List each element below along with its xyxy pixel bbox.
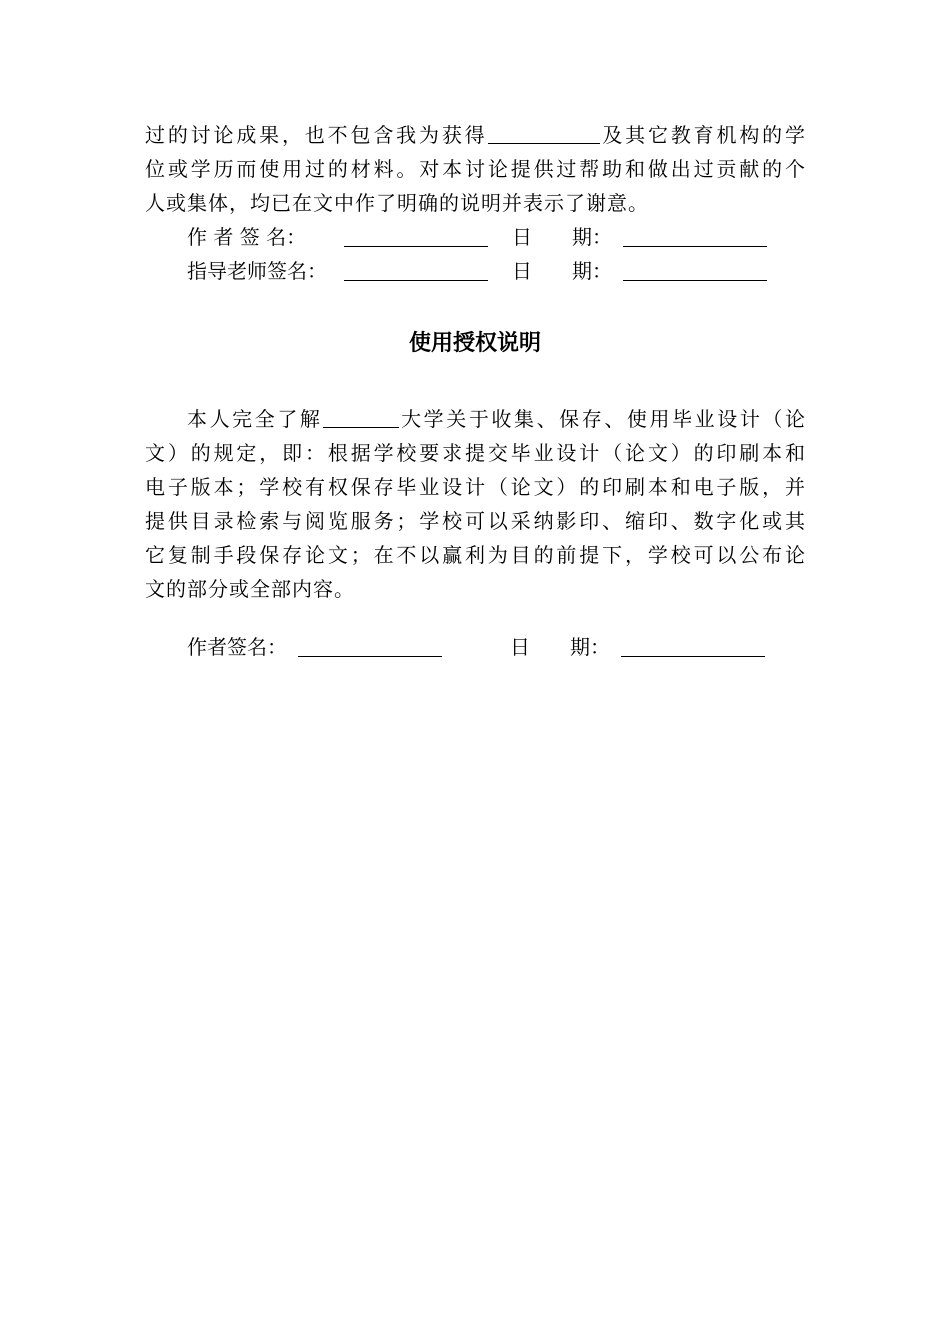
author-signature-label: 作 者 签 名： — [187, 225, 307, 249]
authorization-line-5: 它复制手段保存论文；在不以赢利为目的前提下，学校可以公布论 — [145, 543, 805, 567]
advisor-signature-label: 指导老师签名： — [187, 259, 327, 283]
advisor-signature-row — [0, 254, 950, 288]
declaration-line-1-before: 过的讨论成果，也不包含我为获得 — [145, 123, 488, 147]
author-signature-row — [0, 220, 950, 254]
advisor-date-line — [623, 258, 767, 281]
declaration-line-3: 人或集体，均已在文中作了明确的说明并表示了谢意。 — [145, 191, 649, 215]
authorization-line-1 — [187, 402, 805, 436]
declaration-line-1-after: 及其它教育机构的学 — [599, 123, 805, 147]
authorization-author-line — [298, 634, 442, 657]
advisor-signature-line — [344, 258, 488, 281]
declaration-line-2: 位或学历而使用过的材料。对本讨论提供过帮助和做出过贡献的个 — [145, 157, 805, 181]
authorization-date-line — [621, 634, 765, 657]
authorization-line-4: 提供目录检索与阅览服务；学校可以采纳影印、缩印、数字化或其 — [145, 509, 805, 533]
authorization-title: 使用授权说明 — [408, 331, 541, 356]
authorization-line-1-before: 本人完全了解 — [187, 407, 323, 431]
author-signature-line — [344, 224, 488, 247]
authorization-signature-row — [0, 630, 950, 664]
authorization-line-2: 文）的规定，即：根据学校要求提交毕业设计（论文）的印刷本和 — [145, 441, 805, 465]
authorization-line-6: 文的部分或全部内容。 — [145, 577, 355, 601]
authorization-line-3: 电子版本；学校有权保存毕业设计（论文）的印刷本和电子版，并 — [145, 475, 805, 499]
university-blank — [323, 405, 399, 428]
authorization-line-1-after: 大学关于收集、保存、使用毕业设计（论 — [398, 407, 805, 431]
authorization-date-label: 日 期： — [510, 635, 610, 659]
degree-blank — [488, 121, 600, 144]
authorization-author-label: 作者签名： — [187, 635, 287, 659]
author-date-line — [623, 224, 767, 247]
advisor-date-label: 日 期： — [512, 259, 612, 283]
declaration-line-1 — [145, 118, 805, 152]
author-date-label: 日 期： — [512, 225, 612, 249]
